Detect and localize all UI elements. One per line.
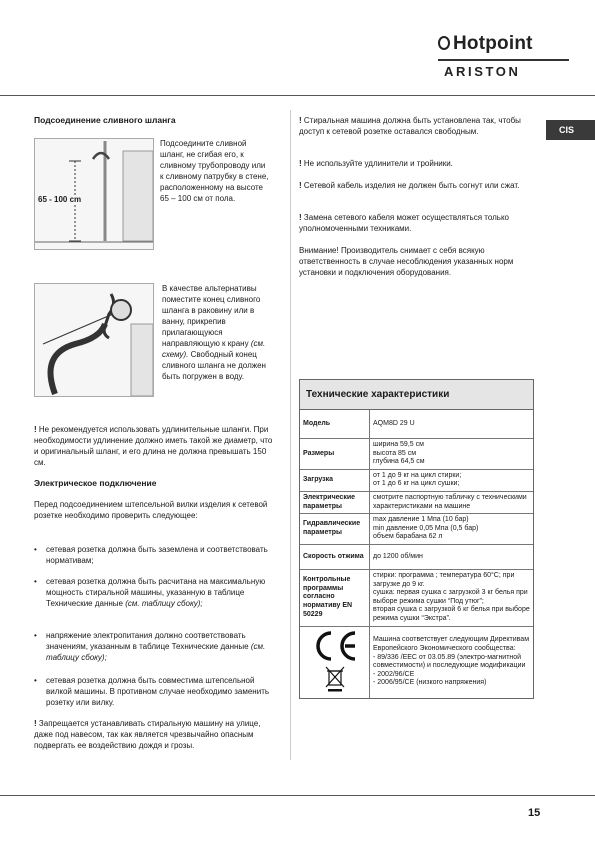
height-range-label: 65 - 100 cm (38, 195, 82, 204)
electrical-section-title: Электрическое подключение (34, 478, 157, 488)
table-row: Размеры ширина 59,5 см высота 85 см глубина 64,5 см (300, 439, 533, 470)
warning-socket-access: ! Стиральная машина должна быть установлена так, чтобы доступ к сетевой розетке оставался свободным. (299, 116, 521, 136)
ce-mark-icon (309, 629, 361, 663)
header-rule (0, 95, 595, 96)
page-number: 15 (528, 807, 541, 819)
drain-sink-diagram (35, 284, 153, 396)
electrical-intro: Перед подсоединением штепсельной вилки изделия к сетевой розетке необходимо проверить следующее: (34, 500, 268, 520)
drain-wall-figure (34, 138, 154, 250)
technical-specs-table (299, 379, 534, 699)
list-item: • напряжение электропитания должно соответствовать значениям, указанным в таблице Технические данные (см. таблицу сбоку); (34, 631, 266, 662)
warning-icon: ! (299, 159, 302, 168)
warning-cable-replacement: ! Замена сетевого кабеля может осуществляться только уполномоченными техниками. (299, 213, 509, 233)
drain-wall-diagram (35, 139, 153, 249)
column-divider (290, 110, 291, 760)
table-row: Гидравлические параметры max давление 1 Мпа (10 бар) min давление 0,05 Мпа (0,5 бар) объем барабана 62 л (300, 514, 533, 545)
warning-icon: ! (34, 425, 37, 434)
warning-icon: ! (34, 719, 37, 728)
drain-warning: ! Не рекомендуется использовать удлинительные шланги. При необходимости удлинение должно иметь такой же диаметр, что и оригинальный шланг, и его длина не должна превышать 150 см. (34, 425, 273, 467)
logo-divider (438, 59, 569, 61)
drain-alternative-text: В качестве альтернативы поместите конец сливного шланга в раковину или в ванну, прикрепив прилагающуюся направляющую к крану (см. схему). Свободный конец сливного шланга не должен быть погружен в воду. (162, 284, 266, 381)
electrical-warning: ! Запрещается устанавливать стиральную машину на улице, даже под навесом, так как является чрезвычайно опасным подвергать ее воздействию дождя и грозы. (34, 719, 261, 750)
table-row: Контрольные программы согласно нормативу EN 50229 стирки: программа ; температура 60°С; при загрузке до 9 кг. сушка: первая сушка с загрузкой 3 кг белья при выборе режима сушки “Под утюг”; вторая сушка с загрузкой 6 кг белья при выборе режима сушки “Экстра”. (300, 569, 533, 626)
list-item: • сетевая розетка должна быть расчитана на максимальную мощность стиральной машины, указанную в таблице Технические данные (см. таблицу сбоку); (34, 577, 266, 608)
brand-logo-hotpoint: Hotpoint (438, 33, 533, 55)
list-item: • сетевая розетка должна быть совместима штепсельной вилкой машины. В противном случае необходимо заменить розетку или вилку. (34, 676, 270, 707)
table-row: Скорость отжима до 1200 об/мин (300, 544, 533, 569)
warning-icon: ! (299, 116, 302, 125)
drain-instruction-text: Подсоедините сливной шланг, не сгибая его, к сливному трубопроводу или к сливному патрубку в стене, расположенному на высоте 65 – 100 см от пола. (160, 139, 269, 203)
table-row: Машина соответствует следующим Директивам Европейского Экономического сообщества: - 89/336 /ЕЕС от 03.05.89 (электро-магнитной совместимости) и последующие модификации - 2002/96/CE - 2006/95/CE (низкого напряжения) (300, 626, 533, 698)
drain-sink-figure (34, 283, 154, 397)
manufacturer-notice: Внимание! Производитель снимает с себя всякую ответственность в случае несоблюдения указанных норм установки и подключения оборудования. (299, 246, 514, 277)
warning-icon: ! (299, 213, 302, 222)
table-row: Загрузка от 1 до 9 кг на цикл стирки; от 1 до 6 кг на цикл сушки; (300, 469, 533, 491)
warning-no-extensions: ! Не используйте удлинители и тройники. (299, 159, 453, 168)
table-row: Электрические параметры смотрите паспортную табличку с техническими характеристиками на машине (300, 491, 533, 513)
drain-section-title: Подсоединение сливного шланга (34, 115, 176, 125)
footer-rule (0, 795, 595, 796)
specs-title: Технические характеристики (300, 380, 533, 410)
hotpoint-logo-icon (438, 36, 450, 50)
table-row: Модель AQM8D 29 U (300, 410, 533, 439)
language-tab: CIS (546, 120, 595, 140)
warning-icon: ! (299, 181, 302, 190)
weee-bin-icon (325, 666, 345, 692)
warning-cable-bend: ! Сетевой кабель изделия не должен быть согнут или сжат. (299, 181, 520, 190)
list-item: • сетевая розетка должна быть заземлена и соответствовать нормативам; (34, 545, 268, 565)
brand-logo-ariston: ARISTON (444, 64, 521, 79)
